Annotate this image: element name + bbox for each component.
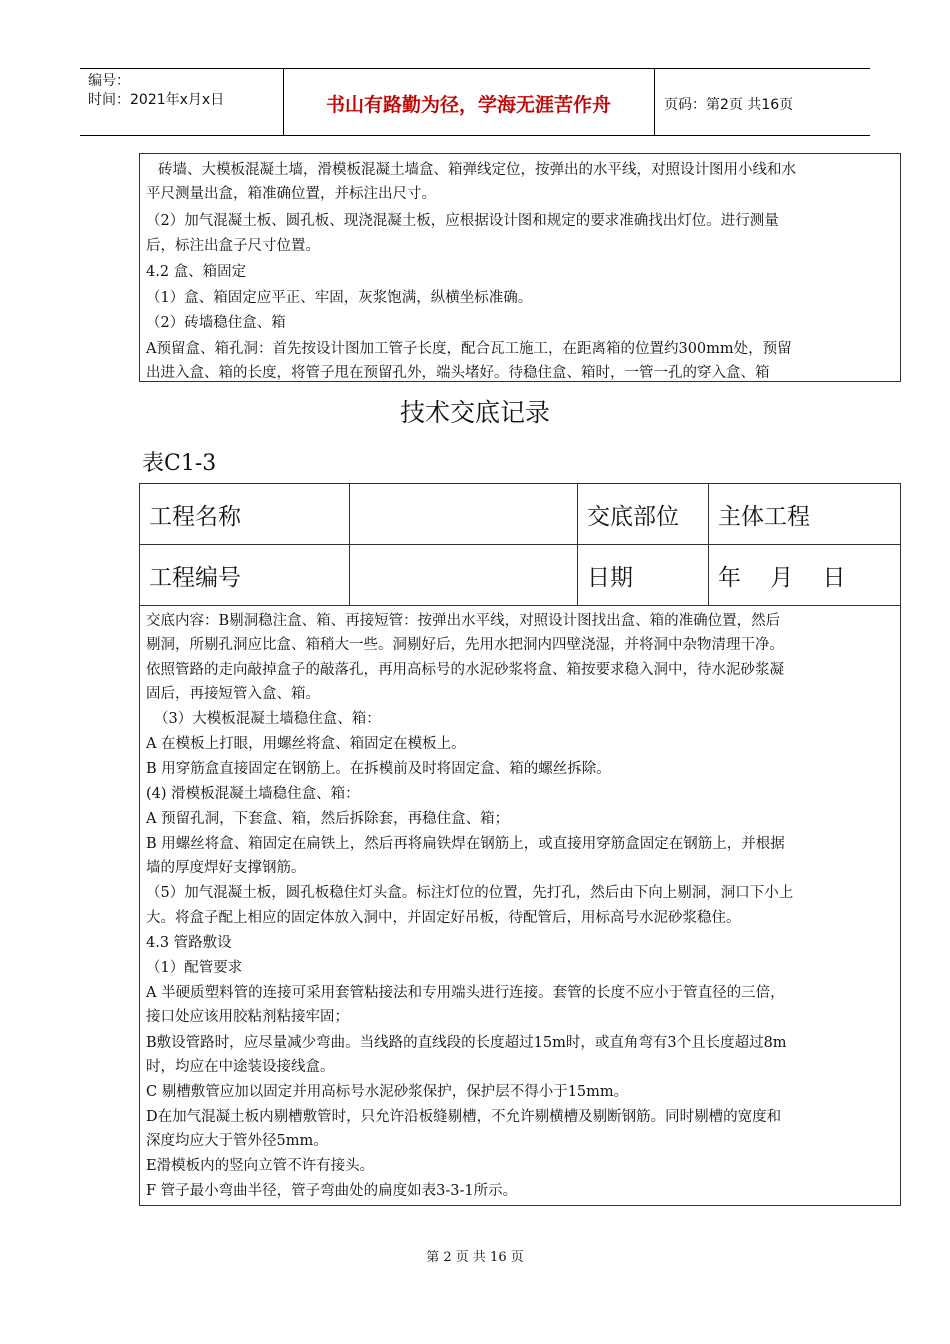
text-line: (4) 滑模板混凝土墙稳住盒、箱： <box>146 786 360 802</box>
text-line: （1）配管要求 <box>146 960 243 976</box>
text-line: 出进入盒、箱的长度，将管子甩在预留孔外，端头堵好。待稳住盒、箱时，一管一孔的穿入盒、箱 <box>146 365 770 381</box>
text-line: （5）加气混凝土板，圆孔板稳住灯头盒。标注灯位的位置，先打孔，然后由下向上剔洞，洞口下小上 <box>146 885 794 901</box>
project-name-label: 工程名称 <box>140 484 350 545</box>
header-number-label: 编号： <box>88 73 130 89</box>
text-line: 平尺测量出盒，箱准确位置，并标注出尺寸。 <box>146 186 436 202</box>
text-line: E滑模板内的竖向立管不许有接头。 <box>146 1158 375 1174</box>
document-title: 技术交底记录 <box>399 398 550 427</box>
project-info-table <box>139 483 901 606</box>
location-value: 主体工程 <box>709 484 901 545</box>
text-line: A预留盒、箱孔洞：首先按设计图加工管子长度，配合瓦工施工，在距离箱的位置约300mm处，预留 <box>146 341 792 357</box>
text-line: 墙的厚度焊好支撑钢筋。 <box>146 860 306 876</box>
text-line: 4.2 盒、箱固定 <box>146 264 247 280</box>
table-row <box>140 484 901 545</box>
page-footer: 第 2 页 共 16 页 <box>426 1250 524 1265</box>
text-line: A 半硬质塑料管的连接可采用套管粘接法和专用端头进行连接。套管的长度不应小于管直径的三倍， <box>146 985 785 1001</box>
text-line: B敷设管路时，应尽量减少弯曲。当线路的直线段的长度超过15m时，或直角弯有3个且长度超过8m <box>146 1035 787 1051</box>
text-line: （1）盒、箱固定应平正、牢固，灰浆饱满，纵横坐标准确。 <box>146 290 533 306</box>
text-line: B 用螺丝将盒、箱固定在扁铁上，然后再将扁铁焊在钢筋上，或直接用穿筋盒固定在钢筋上，并根据 <box>146 836 785 852</box>
text-line: 交底内容：B剔洞稳注盒、箱、再接短管：按弹出水平线，对照设计图找出盒、箱的准确位置，然后 <box>146 613 781 629</box>
disclosure-content-box <box>139 606 901 1206</box>
text-line: C 剔槽敷管应加以固定并用高标号水泥砂浆保护，保护层不得小于15mm。 <box>146 1084 629 1100</box>
header-time-label: 时间：2021年x月x日 <box>88 92 225 108</box>
header-bottom-rule <box>80 135 870 136</box>
text-line: 剔洞，所剔孔洞应比盒、箱稍大一些。洞剔好后，先用水把洞内四壁浇湿，并将洞中杂物清理干净。 <box>146 637 784 653</box>
text-line: （2）加气混凝土板、圆孔板、现浇混凝土板，应根据设计图和规定的要求准确找出灯位。进行测量 <box>146 213 779 229</box>
table-number: 表C1-3 <box>142 451 217 476</box>
header-page-info: 页码：第2页 共16页 <box>664 97 794 113</box>
project-name-value <box>350 484 578 545</box>
upper-content-box <box>139 153 901 382</box>
header-divider <box>654 68 655 135</box>
text-line: 大。将盒子配上相应的固定体放入洞中，并固定好吊板，待配管后，用标高号水泥砂浆稳住。 <box>146 910 741 926</box>
text-line: D在加气混凝土板内剔槽敷管时，只允许沿板缝剔槽，不允许剔横槽及剔断钢筋。同时剔槽的宽度和 <box>146 1109 782 1125</box>
text-line: 后，标注出盒子尺寸位置。 <box>146 238 320 254</box>
text-line: 深度均应大于管外径5mm。 <box>146 1133 328 1149</box>
text-line: A 预留孔洞，下套盒、箱，然后拆除套，再稳住盒、箱； <box>146 811 510 827</box>
project-code-value <box>350 545 578 606</box>
text-line: A 在模板上打眼，用螺丝将盒、箱固定在模板上。 <box>146 736 466 752</box>
text-line: B 用穿筋盒直接固定在钢筋上。在拆模前及时将固定盒、箱的螺丝拆除。 <box>146 761 611 777</box>
text-line: 依照管路的走向敲掉盒子的敲落孔，再用高标号的水泥砂浆将盒、箱按要求稳入洞中，待水泥砂浆凝 <box>146 662 784 678</box>
date-label: 日期 <box>578 545 709 606</box>
text-line: 4.3 管路敷设 <box>146 935 232 951</box>
text-line: （2）砖墙稳住盒、箱 <box>146 315 286 331</box>
project-code-label: 工程编号 <box>140 545 350 606</box>
text-line: （3）大模板混凝土墙稳住盒、箱： <box>154 711 381 727</box>
header-motto: 书山有路勤为径，学海无涯苦作舟 <box>325 94 611 116</box>
table-row <box>140 545 901 606</box>
text-line: 时，均应在中途装设接线盒。 <box>146 1059 335 1075</box>
text-line: 固后，再接短管入盒、箱。 <box>146 686 320 702</box>
header-top-rule <box>80 68 870 69</box>
text-line: F 管子最小弯曲半径，管子弯曲处的扁度如表3-3-1所示。 <box>146 1183 518 1199</box>
text-line: 接口处应该用胶粘剂粘接牢固； <box>146 1009 349 1025</box>
text-line: 砖墙、大模板混凝土墙，滑模板混凝土墙盒、箱弹线定位，按弹出的水平线，对照设计图用小线和水 <box>158 162 796 178</box>
location-label: 交底部位 <box>578 484 709 545</box>
date-value: 年 月 日 <box>709 545 901 606</box>
